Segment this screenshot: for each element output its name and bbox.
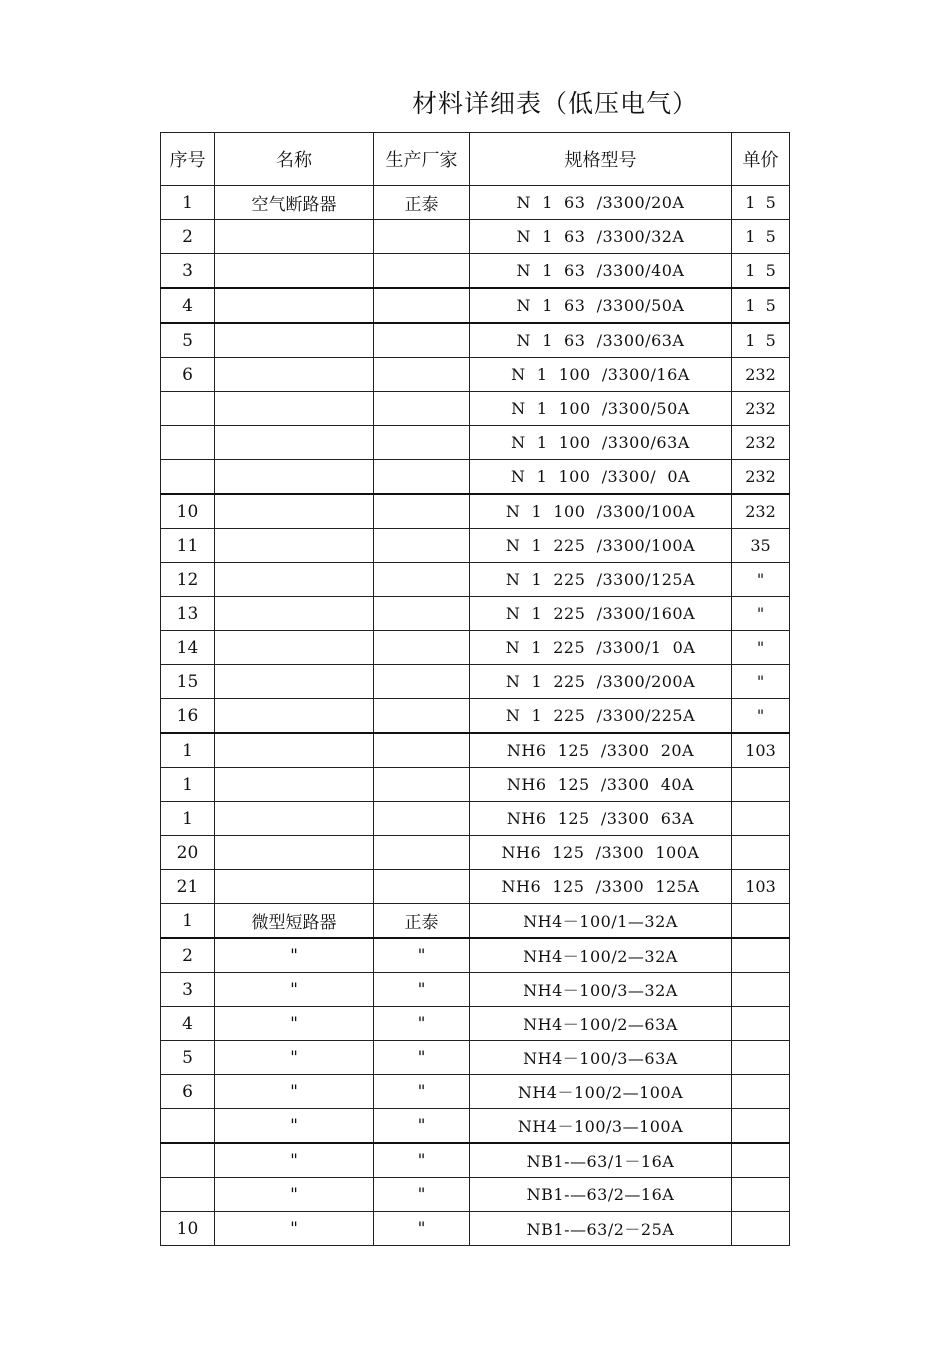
cell-unit-price: " <box>732 563 790 597</box>
cell-name <box>215 665 374 699</box>
cell-manufacturer <box>374 597 470 631</box>
cell-serial-no <box>161 460 215 495</box>
table-row <box>161 973 790 1007</box>
cell-serial-no <box>161 1109 215 1144</box>
cell-manufacturer <box>374 802 470 836</box>
cell-name <box>215 802 374 836</box>
cell-specification: NH4－100/2—63A <box>470 1007 732 1041</box>
cell-name <box>215 597 374 631</box>
cell-serial-no: 14 <box>161 631 215 665</box>
cell-unit-price <box>732 1075 790 1109</box>
header-serial-no: 序号 <box>161 133 215 186</box>
cell-specification: NH6 125 /3300 100A <box>470 836 732 870</box>
cell-name <box>215 768 374 802</box>
cell-unit-price: 232 <box>732 392 790 426</box>
cell-name <box>215 563 374 597</box>
cell-specification: NH4－100/3—100A <box>470 1109 732 1144</box>
table-row <box>161 836 790 870</box>
cell-specification: N 1 225 /3300/200A <box>470 665 732 699</box>
table-row <box>161 494 790 529</box>
table-row <box>161 1041 790 1075</box>
cell-manufacturer: " <box>374 1109 470 1144</box>
cell-serial-no: 16 <box>161 699 215 734</box>
cell-name: " <box>215 973 374 1007</box>
cell-serial-no: 3 <box>161 973 215 1007</box>
cell-name <box>215 358 374 392</box>
cell-specification: N 1 63 /3300/40A <box>470 254 732 289</box>
cell-unit-price <box>732 1212 790 1246</box>
cell-specification: NH4－100/3—63A <box>470 1041 732 1075</box>
table-row <box>161 1212 790 1246</box>
cell-unit-price <box>732 1143 790 1178</box>
cell-specification: NH4－100/3—32A <box>470 973 732 1007</box>
cell-unit-price <box>732 1041 790 1075</box>
table-row <box>161 802 790 836</box>
cell-specification: N 1 63 /3300/50A <box>470 288 732 323</box>
table-row <box>161 597 790 631</box>
cell-name: " <box>215 1212 374 1246</box>
cell-specification: NH4－100/1—32A <box>470 904 732 939</box>
cell-specification: N 1 63 /3300/63A <box>470 323 732 358</box>
table-body <box>161 186 790 1246</box>
table-row <box>161 392 790 426</box>
cell-name <box>215 220 374 254</box>
cell-manufacturer: 正泰 <box>374 186 470 220</box>
cell-name <box>215 323 374 358</box>
table-row <box>161 254 790 289</box>
table-row <box>161 665 790 699</box>
table-row <box>161 631 790 665</box>
cell-unit-price: " <box>732 631 790 665</box>
page-title: 材料详细表（低压电气） <box>411 89 698 118</box>
cell-serial-no: 13 <box>161 597 215 631</box>
cell-unit-price <box>732 1109 790 1144</box>
cell-specification: N 1 100 /3300/63A <box>470 426 732 460</box>
cell-specification: N 1 225 /3300/1 0A <box>470 631 732 665</box>
cell-unit-price: 1 5 <box>732 323 790 358</box>
cell-unit-price: 1 5 <box>732 186 790 220</box>
cell-serial-no: 1 <box>161 904 215 939</box>
header-manufacturer: 生产厂家 <box>374 133 470 186</box>
cell-unit-price <box>732 1007 790 1041</box>
cell-serial-no: 3 <box>161 254 215 289</box>
cell-unit-price: 103 <box>732 870 790 904</box>
table-row <box>161 460 790 495</box>
cell-specification: N 1 63 /3300/32A <box>470 220 732 254</box>
table-row <box>161 733 790 768</box>
cell-unit-price <box>732 904 790 939</box>
cell-manufacturer: " <box>374 1041 470 1075</box>
cell-serial-no: 2 <box>161 220 215 254</box>
cell-serial-no: 11 <box>161 529 215 563</box>
cell-specification: NH6 125 /3300 63A <box>470 802 732 836</box>
cell-manufacturer: " <box>374 1075 470 1109</box>
cell-specification: N 1 225 /3300/225A <box>470 699 732 734</box>
cell-unit-price: 103 <box>732 733 790 768</box>
table-row <box>161 938 790 973</box>
cell-name <box>215 699 374 734</box>
table-row <box>161 1178 790 1212</box>
cell-serial-no: 5 <box>161 1041 215 1075</box>
cell-manufacturer <box>374 288 470 323</box>
cell-manufacturer: " <box>374 1007 470 1041</box>
cell-unit-price: " <box>732 699 790 734</box>
header-name: 名称 <box>215 133 374 186</box>
cell-unit-price <box>732 973 790 1007</box>
cell-name <box>215 288 374 323</box>
cell-manufacturer <box>374 426 470 460</box>
cell-unit-price: 232 <box>732 358 790 392</box>
table-row <box>161 563 790 597</box>
cell-name <box>215 392 374 426</box>
cell-manufacturer: 正泰 <box>374 904 470 939</box>
cell-name <box>215 426 374 460</box>
cell-manufacturer <box>374 768 470 802</box>
cell-manufacturer <box>374 220 470 254</box>
cell-specification: N 1 100 /3300/100A <box>470 494 732 529</box>
cell-serial-no: 20 <box>161 836 215 870</box>
cell-name: " <box>215 1007 374 1041</box>
cell-name <box>215 254 374 289</box>
cell-specification: NH4－100/2—32A <box>470 938 732 973</box>
cell-specification: N 1 100 /3300/16A <box>470 358 732 392</box>
cell-unit-price <box>732 1178 790 1212</box>
cell-serial-no: 1 <box>161 186 215 220</box>
cell-unit-price <box>732 836 790 870</box>
cell-name: " <box>215 1143 374 1178</box>
cell-name <box>215 631 374 665</box>
cell-serial-no: 1 <box>161 768 215 802</box>
cell-name <box>215 494 374 529</box>
cell-unit-price: 232 <box>732 426 790 460</box>
cell-name: " <box>215 1075 374 1109</box>
cell-manufacturer: " <box>374 1178 470 1212</box>
cell-manufacturer: " <box>374 973 470 1007</box>
cell-name: " <box>215 938 374 973</box>
cell-name <box>215 836 374 870</box>
table-row <box>161 323 790 358</box>
cell-specification: N 1 63 /3300/20A <box>470 186 732 220</box>
cell-specification: NB1-—63/2－25A <box>470 1212 732 1246</box>
cell-serial-no: 10 <box>161 1212 215 1246</box>
cell-name: " <box>215 1109 374 1144</box>
cell-manufacturer <box>374 870 470 904</box>
cell-specification: N 1 100 /3300/50A <box>470 392 732 426</box>
table-row <box>161 1109 790 1144</box>
cell-manufacturer: " <box>374 938 470 973</box>
cell-name <box>215 460 374 495</box>
cell-unit-price: 1 5 <box>732 254 790 289</box>
cell-manufacturer <box>374 323 470 358</box>
cell-serial-no: 12 <box>161 563 215 597</box>
cell-unit-price <box>732 938 790 973</box>
cell-name <box>215 529 374 563</box>
cell-unit-price: 1 5 <box>732 220 790 254</box>
cell-name: 空气断路器 <box>215 186 374 220</box>
cell-name <box>215 733 374 768</box>
table-row <box>161 1007 790 1041</box>
cell-manufacturer <box>374 358 470 392</box>
cell-specification: N 1 225 /3300/160A <box>470 597 732 631</box>
materials-table <box>160 132 790 1246</box>
cell-manufacturer <box>374 460 470 495</box>
cell-unit-price <box>732 802 790 836</box>
cell-specification: NH4－100/2—100A <box>470 1075 732 1109</box>
table-row <box>161 870 790 904</box>
cell-unit-price: " <box>732 665 790 699</box>
cell-specification: NB1-—63/1－16A <box>470 1143 732 1178</box>
cell-unit-price: 1 5 <box>732 288 790 323</box>
cell-manufacturer: " <box>374 1212 470 1246</box>
table-header-row <box>161 133 790 186</box>
table-row <box>161 1075 790 1109</box>
cell-serial-no <box>161 392 215 426</box>
header-specification: 规格型号 <box>470 133 732 186</box>
cell-manufacturer <box>374 733 470 768</box>
cell-name <box>215 870 374 904</box>
cell-manufacturer <box>374 529 470 563</box>
cell-manufacturer <box>374 665 470 699</box>
cell-specification: NH6 125 /3300 125A <box>470 870 732 904</box>
cell-manufacturer <box>374 836 470 870</box>
cell-serial-no: 6 <box>161 358 215 392</box>
cell-serial-no: 2 <box>161 938 215 973</box>
cell-serial-no: 1 <box>161 733 215 768</box>
cell-serial-no <box>161 1143 215 1178</box>
header-unit-price: 单价 <box>732 133 790 186</box>
cell-manufacturer: " <box>374 1143 470 1178</box>
table-row <box>161 529 790 563</box>
cell-unit-price: 232 <box>732 460 790 495</box>
cell-serial-no: 5 <box>161 323 215 358</box>
cell-manufacturer <box>374 699 470 734</box>
cell-unit-price <box>732 768 790 802</box>
cell-manufacturer <box>374 563 470 597</box>
cell-manufacturer <box>374 392 470 426</box>
cell-name: 微型短路器 <box>215 904 374 939</box>
cell-manufacturer <box>374 631 470 665</box>
cell-serial-no <box>161 426 215 460</box>
cell-specification: N 1 225 /3300/100A <box>470 529 732 563</box>
cell-serial-no: 15 <box>161 665 215 699</box>
cell-manufacturer <box>374 494 470 529</box>
table-row <box>161 904 790 939</box>
cell-serial-no <box>161 1178 215 1212</box>
table-row <box>161 768 790 802</box>
table-row <box>161 699 790 734</box>
cell-specification: NB1-—63/2—16A <box>470 1178 732 1212</box>
cell-serial-no: 4 <box>161 288 215 323</box>
cell-specification: N 1 225 /3300/125A <box>470 563 732 597</box>
cell-unit-price: 35 <box>732 529 790 563</box>
table-row <box>161 288 790 323</box>
table-row <box>161 426 790 460</box>
cell-specification: N 1 100 /3300/ 0A <box>470 460 732 495</box>
cell-name: " <box>215 1041 374 1075</box>
cell-serial-no: 21 <box>161 870 215 904</box>
table-row <box>161 220 790 254</box>
table-row <box>161 358 790 392</box>
cell-serial-no: 10 <box>161 494 215 529</box>
cell-specification: NH6 125 /3300 20A <box>470 733 732 768</box>
cell-serial-no: 4 <box>161 1007 215 1041</box>
cell-unit-price: " <box>732 597 790 631</box>
table-row <box>161 1143 790 1178</box>
cell-manufacturer <box>374 254 470 289</box>
cell-specification: NH6 125 /3300 40A <box>470 768 732 802</box>
cell-serial-no: 6 <box>161 1075 215 1109</box>
cell-serial-no: 1 <box>161 802 215 836</box>
cell-unit-price: 232 <box>732 494 790 529</box>
table-row <box>161 186 790 220</box>
cell-name: " <box>215 1178 374 1212</box>
